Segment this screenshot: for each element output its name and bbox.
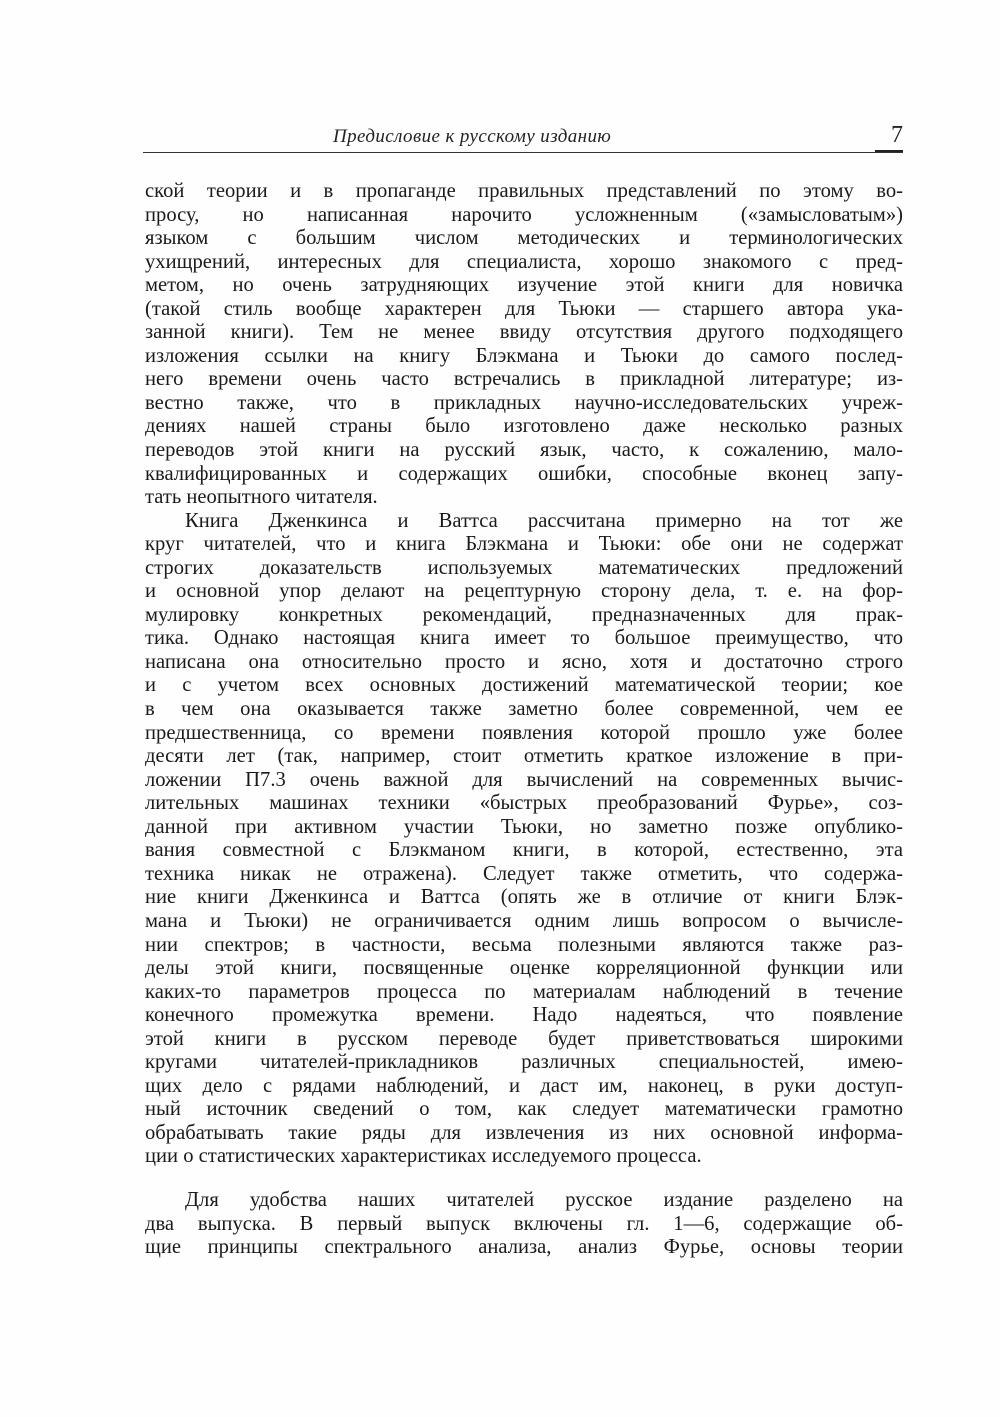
text-line: дениях нашей страны было изготовлено даже несколько разных: [145, 415, 903, 438]
text-line: строгих доказательств используемых математических предложений: [145, 556, 903, 579]
header-rule: [143, 152, 903, 153]
text-line: тать неопытного читателя.: [145, 486, 378, 509]
text-line: этой книги в русском переводе будет приветствоваться широкими: [145, 1027, 903, 1050]
text-line: щие принципы спектрального анализа, анализ Фурье, основы теории: [145, 1236, 903, 1259]
text-line: квалифицированных и содержащих ошибки, способные вконец запу-: [145, 462, 903, 485]
text-line: данной при активном участии Тьюки, но заметно позже опублико-: [145, 815, 903, 838]
text-line: ухищрений, интересных для специалиста, хорошо знакомого с пред-: [145, 250, 903, 273]
text-line: ние книги Дженкинса и Ваттса (опять же в отличие от книги Блэк-: [145, 886, 903, 909]
text-line: обрабатывать такие ряды для извлечения из них основной информа-: [145, 1121, 903, 1144]
text-line: и основной упор делают на рецептурную сторону дела, т. е. на фор-: [145, 580, 903, 603]
text-line: ции о статистических характеристиках исследуемого процесса.: [145, 1145, 702, 1168]
page-number-underline: [875, 150, 903, 152]
text-line: метом, но очень затрудняющих изучение этой книги для новичка: [145, 274, 903, 297]
text-line: него времени очень часто встречались в прикладной литературе; из-: [145, 368, 903, 391]
text-line: и с учетом всех основных достижений математической теории; кое: [145, 674, 903, 697]
text-line: (такой стиль вообще характерен для Тьюки — старшего автора ука-: [145, 297, 903, 320]
text-line: Для удобства наших читателей русское издание разделено на: [185, 1188, 903, 1211]
text-line: конечного промежутка времени. Надо надеяться, что появление: [145, 1004, 903, 1027]
text-line: просу, но написанная нарочито усложненным («замысловатым»): [145, 203, 903, 226]
text-line: изложения ссылки на книгу Блэкмана и Тьюки до самого послед-: [145, 344, 903, 367]
text-line: щих дело с рядами наблюдений, и даст им, наконец, в руки доступ-: [145, 1074, 903, 1097]
text-line: кругами читателей-прикладников различных специальностей, имею-: [145, 1051, 903, 1074]
text-line: мана и Тьюки) не ограничивается одним лишь вопросом о вычисле-: [145, 909, 903, 932]
text-line: переводов этой книги на русский язык, часто, к сожалению, мало-: [145, 439, 903, 462]
paragraph-1: [145, 180, 903, 510]
text-line: ской теории и в пропаганде правильных представлений по этому во-: [145, 180, 903, 202]
text-line: мулировку конкретных рекомендаций, предназначенных для прак-: [145, 603, 903, 626]
text-line: каких-то параметров процесса по материалам наблюдений в течение: [145, 980, 903, 1003]
text-line: вестно также, что в прикладных научно-исследовательских учреж-: [145, 391, 903, 414]
text-line: лительных машинах техники «быстрых преобразований Фурье», соз-: [145, 792, 903, 815]
text-line: ложении П7.3 очень важной для вычислений на современных вычис-: [145, 768, 903, 791]
text-line: занной книги). Тем не менее ввиду отсутствия другого подходящего: [145, 321, 903, 344]
text-line: предшественница, со времени появления которой прошло уже более: [145, 721, 903, 744]
text-line: написана она относительно просто и ясно, хотя и достаточно строго: [145, 650, 903, 673]
text-line: нии спектров; в частности, весьма полезными являются также раз-: [145, 933, 903, 956]
running-header-title: Предисловие к русскому изданию: [333, 126, 612, 147]
text-line: тика. Однако настоящая книга имеет то большое преимущество, что: [145, 627, 903, 650]
page-number: 7: [891, 122, 903, 148]
text-line: вания совместной с Блэкманом книги, в которой, естественно, эта: [145, 839, 903, 862]
paragraph-3: [145, 1189, 903, 1260]
text-line: два выпуска. В первый выпуск включены гл. 1—6, содержащие об-: [145, 1212, 903, 1235]
text-line: языком с большим числом методических и терминологических: [145, 227, 903, 250]
running-header: [143, 122, 903, 152]
text-line: десяти лет (так, например, стоит отметить краткое изложение в при-: [145, 745, 903, 768]
body-text: [145, 180, 903, 1260]
text-line: Книга Дженкинса и Ваттса рассчитана примерно на тот же: [185, 509, 903, 532]
text-line: ный источник сведений о том, как следует математически грамотно: [145, 1098, 903, 1121]
text-line: в чем она оказывается также заметно более современной, чем ее: [145, 698, 903, 721]
text-line: круг читателей, что и книга Блэкмана и Тьюки: обе они не содержат: [145, 533, 903, 556]
paragraph-2: [145, 510, 903, 1169]
text-line: делы этой книги, посвященные оценке корреляционной функции или: [145, 957, 903, 980]
text-line: техника никак не отражена). Следует также отметить, что содержа-: [145, 862, 903, 885]
paragraph-spacer: [145, 1169, 903, 1189]
